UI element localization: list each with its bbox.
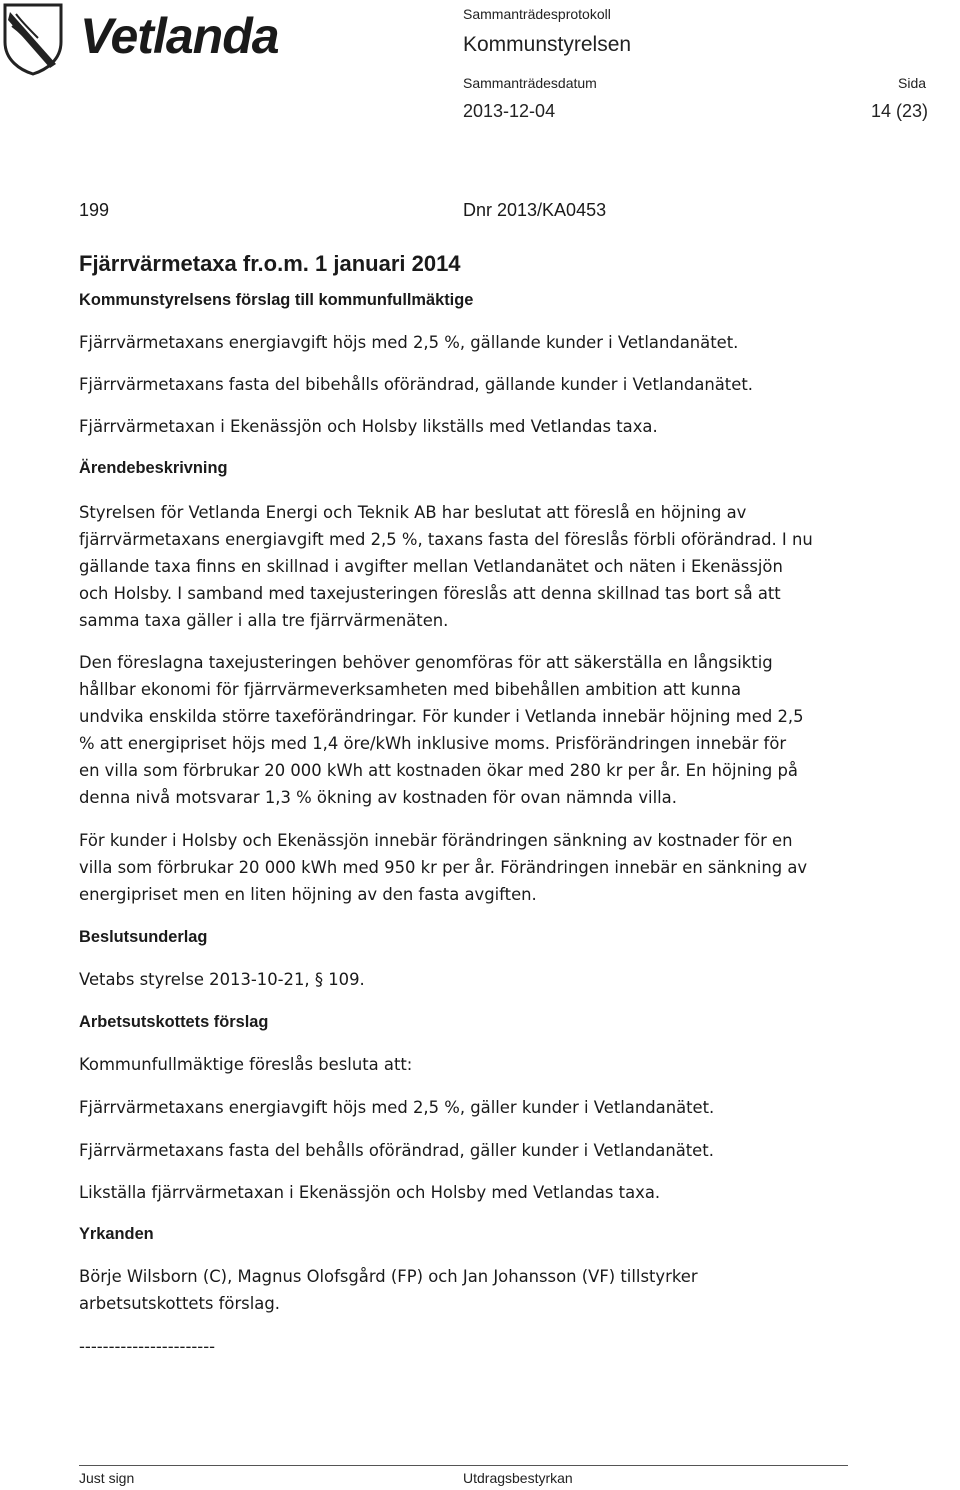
proposal-line: Fjärrvärmetaxan i Ekenässjön och Holsby likställs med Vetlandas taxa.: [79, 417, 658, 436]
description-line: och Holsby. I samband med taxejusteringen föreslås att denna skillnad tas bort så att: [79, 584, 781, 603]
motions-heading: Yrkanden: [79, 1225, 154, 1243]
description-line: denna nivå motsvarar 1,3 % ökning av kostnaden för ovan nämnda villa.: [79, 788, 677, 807]
committee-line: Fjärrvärmetaxans fasta del behålls oförändrad, gäller kunder i Vetlandanätet.: [79, 1141, 714, 1160]
description-line: % att energipriset höjs med 1,4 öre/kWh inklusive moms. Prisförändringen innebär för: [79, 734, 787, 753]
footer-certification-label: Utdragsbestyrkan: [463, 1470, 573, 1486]
paragraph-number: 199: [79, 200, 110, 220]
motions-line: arbetsutskottets förslag.: [79, 1294, 280, 1313]
footer-rule: [79, 1465, 848, 1466]
committee-line: Fjärrvärmetaxans energiavgift höjs med 2,5 %, gäller kunder i Vetlandanätet.: [79, 1098, 715, 1117]
description-heading: Ärendebeskrivning: [79, 459, 228, 477]
separator-line: -----------------------: [79, 1337, 216, 1356]
description-line: samma taxa gäller i alla tre fjärrvärmenäten.: [79, 611, 449, 630]
case-number: Dnr 2013/KA0453: [463, 200, 607, 220]
description-line: Den föreslagna taxejusteringen behöver genomföras för att säkerställa en långsiktig: [79, 653, 773, 672]
description-line: hållbar ekonomi för fjärrvärmeverksamheten med bibehållen ambition att kunna: [79, 680, 742, 699]
document-type: Sammanträdesprotokoll: [463, 6, 611, 22]
proposal-heading: Kommunstyrelsens förslag till kommunfullmäktige: [79, 291, 474, 309]
page-label: Sida: [898, 75, 927, 91]
committee-intro: Kommunfullmäktige föreslås besluta att:: [79, 1055, 413, 1074]
proposal-line: Fjärrvärmetaxans energiavgift höjs med 2,5 %, gällande kunder i Vetlandanätet.: [79, 333, 739, 352]
meeting-date-label: Sammanträdesdatum: [463, 75, 597, 91]
basis-heading: Beslutsunderlag: [79, 928, 208, 946]
description-line: villa som förbrukar 20 000 kWh med 950 kr per år. Förändringen innebär en sänkning av: [79, 858, 808, 877]
footer-signature-label: Just sign: [79, 1470, 135, 1486]
motions-line: Börje Wilsborn (C), Magnus Olofsgård (FP) och Jan Johansson (VF) tillstyrker: [79, 1267, 698, 1286]
description-line: gällande taxa finns en skillnad i avgifter mellan Vetlandanätet och näten i Ekenässjön: [79, 557, 783, 576]
municipal-coat-of-arms-logo: [2, 2, 64, 76]
description-line: fjärrvärmetaxans energiavgift med 2,5 %, taxans fasta del föreslås förbli oförändrad. I nu: [79, 530, 813, 549]
case-title: Fjärrvärmetaxa fr.o.m. 1 januari 2014: [79, 251, 461, 276]
logo-wordmark: Vetlanda: [80, 8, 279, 64]
description-line: För kunder i Holsby och Ekenässjön innebär förändringen sänkning av kostnader för en: [79, 831, 793, 850]
committee-line: Likställa fjärrvärmetaxan i Ekenässjön och Holsby med Vetlandas taxa.: [79, 1183, 661, 1202]
basis-text: Vetabs styrelse 2013-10-21, § 109.: [79, 970, 365, 989]
page-number: 14 (23): [871, 101, 929, 121]
description-line: en villa som förbrukar 20 000 kWh att kostnaden ökar med 280 kr per år. En höjning på: [79, 761, 798, 780]
committee-heading: Arbetsutskottets förslag: [79, 1013, 269, 1031]
description-line: energipriset men en liten höjning av den fasta avgiften.: [79, 885, 537, 904]
description-line: undvika enskilda större taxeförändringar. För kunder i Vetlanda innebär höjning med 2,5: [79, 707, 804, 726]
meeting-date-value: 2013-12-04: [463, 101, 556, 121]
description-line: Styrelsen för Vetlanda Energi och Teknik AB har beslutat att föreslå en höjning av: [79, 503, 747, 522]
board-name: Kommunstyrelsen: [463, 33, 632, 56]
proposal-line: Fjärrvärmetaxans fasta del bibehålls oförändrad, gällande kunder i Vetlandanätet.: [79, 375, 753, 394]
